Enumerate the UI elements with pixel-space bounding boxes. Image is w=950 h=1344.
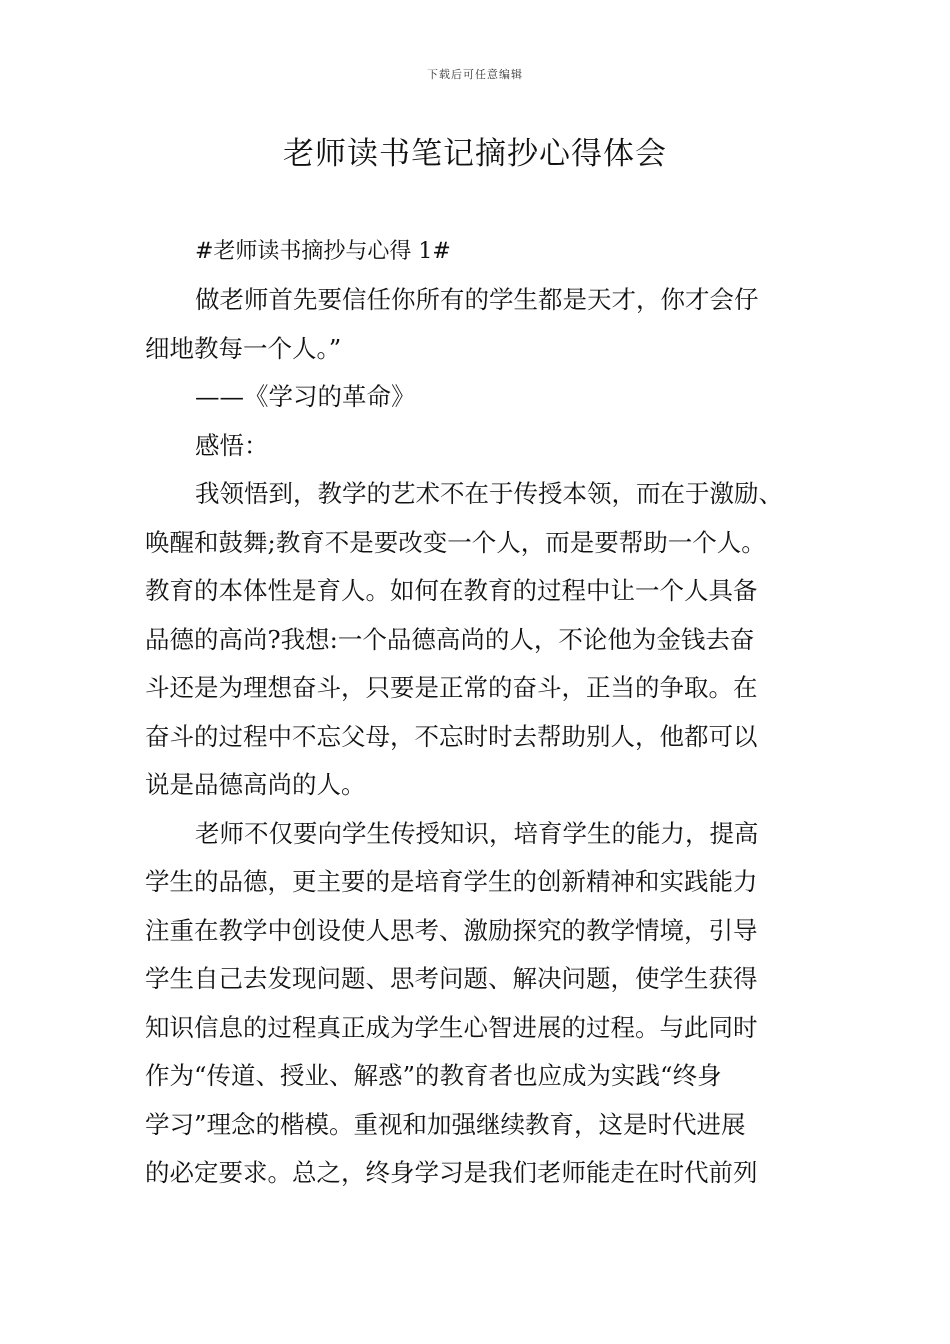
text-line: 斗还是为理想奋斗，只要是正常的奋斗，正当的争取。在 <box>145 673 758 702</box>
text-line: 细地教每一个人。” <box>145 333 342 363</box>
header-note: 下载后可任意编辑 <box>427 68 523 81</box>
paragraph <box>145 422 810 471</box>
text-line: 注重在教学中创设使人思考、激励探究的教学情境，引导 <box>145 915 758 945</box>
text-line: 教育的本体性是育人。如何在教育的过程中让一个人具备 <box>145 576 758 605</box>
paragraph <box>145 810 810 1198</box>
text-line: 学生的品德，更主要的是培育学生的创新精神和实践能力 <box>145 867 758 896</box>
text-line: 作为“传道、授业、解惑”的教育者也应成为实践“终身 <box>145 1061 722 1090</box>
text-line: 做老师首先要信任你所有的学生都是天才，你才会仔 <box>195 285 759 314</box>
document-title: 老师读书笔记摘抄心得体会 <box>283 136 667 172</box>
paragraph <box>145 276 810 373</box>
document-body <box>145 228 810 1198</box>
paragraph <box>145 373 810 422</box>
text-line: 唤醒和鼓舞;教育不是要改变一个人，而是要帮助一个人。 <box>145 527 766 557</box>
text-line: 说是品德高尚的人。 <box>145 770 366 799</box>
text-line: 感悟： <box>195 430 269 460</box>
text-line: 老师不仅要向学生传授知识，培育学生的能力，提高 <box>195 818 759 848</box>
text-line: 知识信息的过程真正成为学生心智进展的过程。与此同时 <box>145 1012 758 1042</box>
text-line: ——《学习的革命》 <box>195 382 416 411</box>
paragraph-list <box>145 276 810 1198</box>
text-line: 我领悟到，教学的艺术不在于传授本领，而在于激励、 <box>195 479 783 508</box>
section-heading: #老师读书摘抄与心得 1# <box>195 239 451 264</box>
paragraph <box>145 470 810 810</box>
text-line: 品德的高尚?我想:一个品德高尚的人，不论他为金钱去奋 <box>145 624 755 654</box>
text-line: 学习”理念的楷模。重视和加强继续教育，这是时代进展 <box>145 1109 746 1139</box>
text-line: 学生自己去发现问题、思考问题、解决问题，使学生获得 <box>145 964 758 993</box>
text-line: 奋斗的过程中不忘父母，不忘时时去帮助别人，他都可以 <box>145 721 758 751</box>
text-line: 的必定要求。总之，终身学习是我们老师能走在时代前列 <box>145 1158 758 1187</box>
